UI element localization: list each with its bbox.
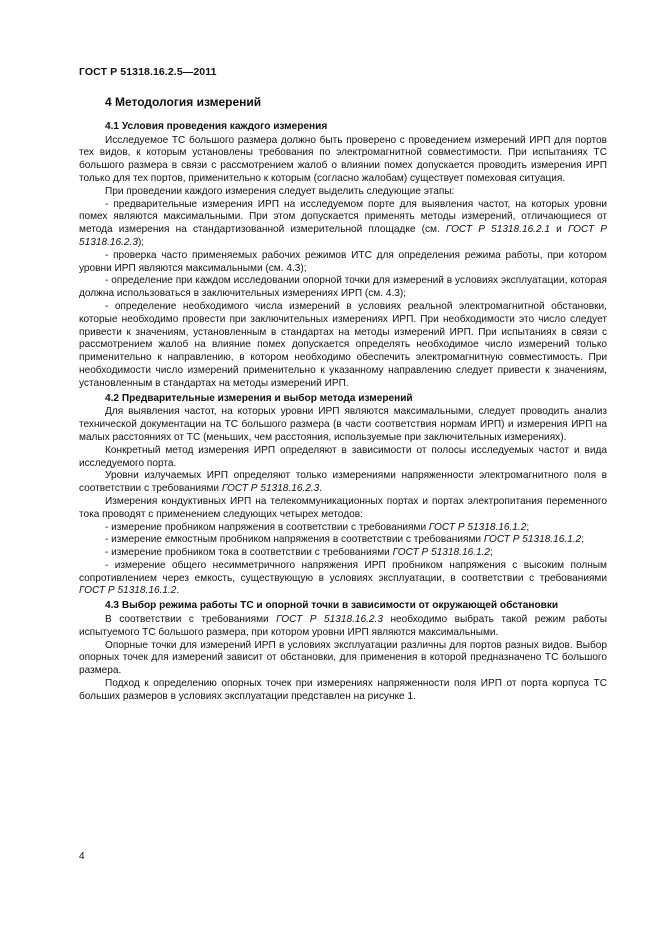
paragraph (79, 470, 607, 496)
text: - измерение емкостным пробником напряжения в соответствии с требованиями (105, 534, 484, 546)
text: Уровни излучаемых ИРП определяют только измерениями напряженности электромагнитного поля в соответствии с требованиями (79, 470, 607, 495)
standard-reference: ГОСТ Р 51318.16.2.3 (276, 614, 383, 626)
paragraph: Опорные точки для измерений ИРП в условиях эксплуатации различны для портов разных видов. Выбор опорных точек для измерений зависит от обстановки, для применения в которой предназначено ТС большого размера. (79, 639, 607, 677)
standard-reference: ГОСТ Р 51318.16.1.2 (392, 547, 491, 559)
paragraph: Исследуемое ТС большого размера должно быть проверено с проведением измерений ИРП для портов тех видов, к которым установлены требования по электромагнитной совместимости. При испытаниях ТС большого размера в связи с рассмотрением жалоб о влиянии помех допускается проводить измерения ИРП только для тех портов, применительно к которым (согласно жалобам) существует помеховая ситуация. (79, 134, 607, 184)
subsection-4-1-heading: 4.1 Условия проведения каждого измерения (105, 120, 328, 132)
section-4-heading: 4 Методология измерений (105, 95, 262, 109)
text: . (176, 585, 180, 597)
list-item (79, 522, 607, 535)
paragraph: Подход к определению опорных точек при измерениях напряженности поля ИРП от порта корпуса ТС больших размеров в условиях эксплуатации представлен на рисунке 1. (79, 678, 607, 702)
list-item (79, 547, 607, 560)
standard-reference: ГОСТ Р 51318.16.2.1 (445, 224, 551, 236)
text: - предварительные измерения ИРП на исследуемом порте для выявления частот, на которых уровни помех являются максимальными. При этом допускается применять методы измерений, отличающиеся от метода измерения на стандартизованной измерительной площадке (см. (79, 198, 607, 236)
list-item: - проверка часто применяемых рабочих режимов ИТС для определения режима работы, при котором уровни ИРП являются максимальными (см. 4.3); (79, 249, 607, 274)
text: и (550, 224, 568, 236)
text: - измерение общего несимметричного напряжения ИРП пробником напряжения с высоким полным сопротивлением через емкость, существующую в условиях эксплуатации, в соответствии с требованиями (79, 559, 607, 584)
subsection-4-3-heading: 4.3 Выбор режима работы ТС и опорной точки в зависимости от окружающей обстановки (105, 600, 559, 612)
list-item: - определение при каждом исследовании опорной точки для измерений в условиях эксплуатации, которая должна использоваться в заключительных измерениях ИРП (см. 4.3); (79, 275, 607, 300)
text: В соответствии с требованиями (105, 614, 277, 626)
list-item: - определение необходимого числа измерений в условиях реальной электромагнитной обстановки, которые необходимо провести при заключительных измерениях ИРП. При необходимости это число следует привести к значениям, установленным в стандартах на методы измерений ИРП. При испытаниях в связи с рассмотрением жалоб на влияние помех допускается определять необходимое число измерений только применительно к направлению, в котором необходимо обеспечить электромагнитную совместимость. При необходимости число измерений применительно к указанному направлению следует привести к значениям, установленным в стандартах на методы измерений ИРП. (79, 300, 607, 389)
subsection-4-2-heading: 4.2 Предварительные измерения и выбор метода измерений (105, 392, 413, 404)
standard-reference: ГОСТ Р 51318.16.1.2 (79, 585, 177, 597)
paragraph: Измерения кондуктивных ИРП на телекоммуникационных портах и портах электропитания переменного тока проводят с применением следующих четырех методов: (79, 495, 607, 520)
paragraph (79, 614, 607, 640)
page-number: 4 (79, 851, 85, 862)
text: ; (581, 534, 585, 546)
text: - измерение пробником напряжения в соответствии с требованиями (105, 521, 429, 533)
text: ); (137, 236, 145, 248)
text: . (319, 483, 323, 495)
list-item (79, 560, 607, 598)
text: необходимо выбрать такой режим работы испытуемого ТС большого размера, при котором уровни ИРП являются максимальными. (79, 614, 607, 638)
standard-reference: ГОСТ Р 51318.16.1.2 (428, 521, 527, 533)
text: - измерение пробником тока в соответствии с требованиями (105, 547, 393, 559)
text: ; (490, 547, 493, 559)
list-item (79, 199, 607, 250)
document-code: ГОСТ Р 51318.16.2.5—2011 (79, 66, 217, 78)
paragraph: Конкретный метод измерения ИРП определяют в зависимости от полосы исследуемых частот и вида исследуемого порта. (79, 444, 607, 469)
text: ; (526, 521, 530, 533)
standard-reference: ГОСТ Р 51318.16.1.2 (483, 534, 582, 546)
standard-reference: ГОСТ Р 51318.16.2.3 (221, 483, 320, 495)
page-body (79, 96, 607, 704)
paragraph: Для выявления частот, на которых уровни ИРП являются максимальными, следует проводить анализ технической документации на ТС большого размера (в части соответствия нормам ИРП) и измерения ИРП на малых расстояниях от ТС (меньших, чем расстояния, используемые при заключительных измерениях). (79, 406, 607, 443)
standard-reference: ГОСТ Р 51318.16.2.3 (79, 224, 607, 248)
paragraph: При проведении каждого измерения следует выделить следующие этапы: (105, 185, 455, 197)
list-item (79, 534, 607, 547)
